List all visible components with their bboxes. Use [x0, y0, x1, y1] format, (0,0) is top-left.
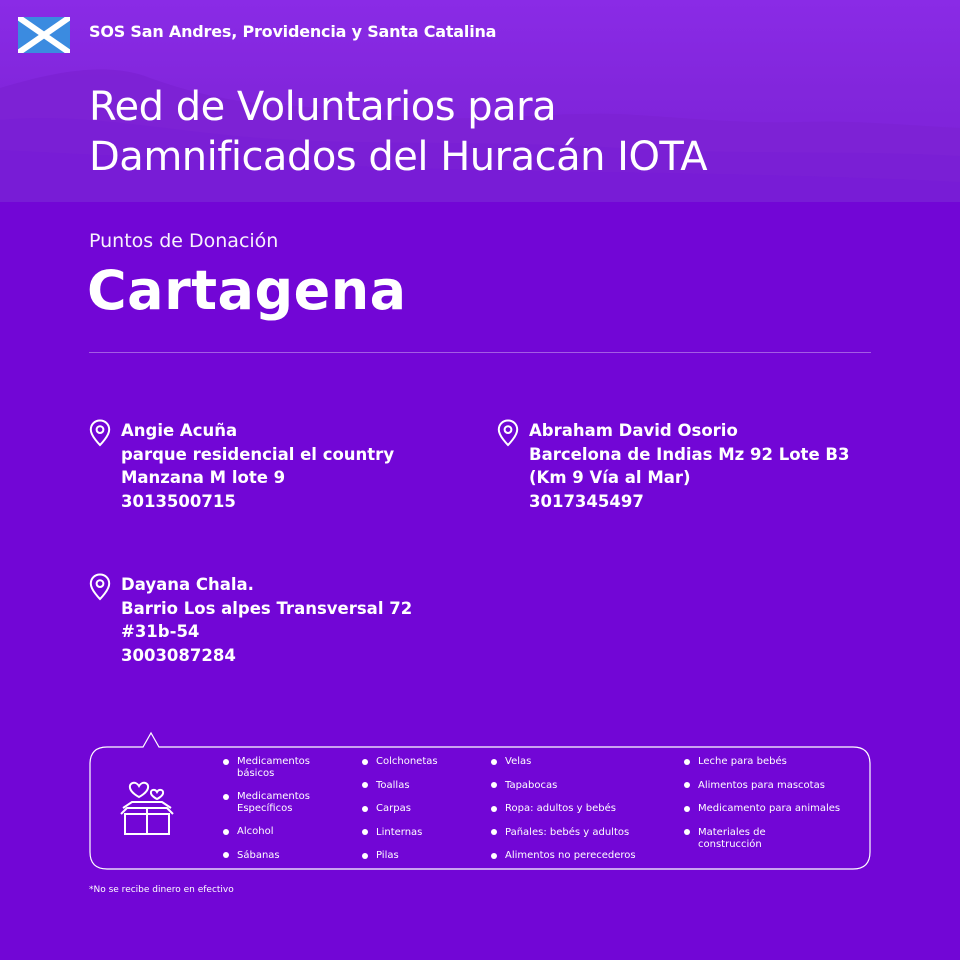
point-phone[interactable]: 3013500715	[121, 491, 236, 511]
items-column-1	[223, 756, 337, 873]
title-line-2: Damnificados del Huracán IOTA	[89, 134, 708, 180]
gift-box-icon	[117, 778, 177, 838]
list-item: Colchonetas	[362, 756, 438, 768]
page-title	[89, 82, 909, 182]
footnote: *No se recibe dinero en efectivo	[89, 885, 234, 895]
org-name: SOS San Andres, Providencia y Santa Catalina	[89, 22, 497, 41]
location-pin-icon	[89, 419, 111, 447]
list-item: Ropa: adultos y bebés	[491, 803, 636, 815]
items-column-4	[684, 756, 840, 862]
location-pin-icon	[497, 419, 519, 447]
point-address: (Km 9 Vía al Mar)	[529, 468, 691, 487]
list-item: Sábanas	[223, 850, 337, 862]
point-address: parque residencial el country	[121, 444, 395, 464]
point-name: Abraham David Osorio	[529, 421, 738, 440]
list-item: Carpas	[362, 803, 438, 815]
point-name: Dayana Chala.	[121, 575, 254, 594]
list-item: Alimentos no perecederos	[491, 850, 636, 862]
point-phone[interactable]: 3003087284	[121, 645, 236, 665]
needed-items-box	[89, 746, 871, 870]
flag-icon	[18, 17, 70, 53]
items-column-2	[362, 756, 438, 874]
list-item: Leche para bebés	[684, 756, 840, 768]
point-address: #31b-54	[121, 622, 200, 641]
list-item: Tapabocas	[491, 780, 636, 792]
hero-banner	[0, 0, 960, 202]
list-item: Alcohol	[223, 826, 337, 838]
list-item: Medicamentos Específicos	[223, 791, 337, 815]
point-phone[interactable]: 3017345497	[529, 491, 644, 511]
point-address: Barcelona de Indias Mz 92 Lote B3	[529, 444, 850, 464]
list-item: Materiales de construcción	[684, 827, 788, 851]
location-pin-icon	[89, 573, 111, 601]
point-address: Barrio Los alpes Transversal 72	[121, 598, 413, 618]
city-title: Cartagena	[87, 259, 407, 322]
point-name: Angie Acuña	[121, 421, 238, 440]
point-address: Manzana M lote 9	[121, 468, 286, 487]
title-line-1: Red de Voluntarios para	[89, 84, 557, 130]
list-item: Medicamento para animales	[684, 803, 840, 815]
items-column-3	[491, 756, 636, 874]
list-item: Linternas	[362, 827, 438, 839]
list-item: Toallas	[362, 780, 438, 792]
list-item: Velas	[491, 756, 636, 768]
list-item: Alimentos para mascotas	[684, 780, 840, 792]
list-item: Medicamentos básicos	[223, 756, 337, 780]
section-subtitle: Puntos de Donación	[89, 230, 279, 252]
list-item: Pilas	[362, 850, 438, 862]
list-item: Pañales: bebés y adultos	[491, 827, 636, 839]
divider	[89, 352, 871, 353]
